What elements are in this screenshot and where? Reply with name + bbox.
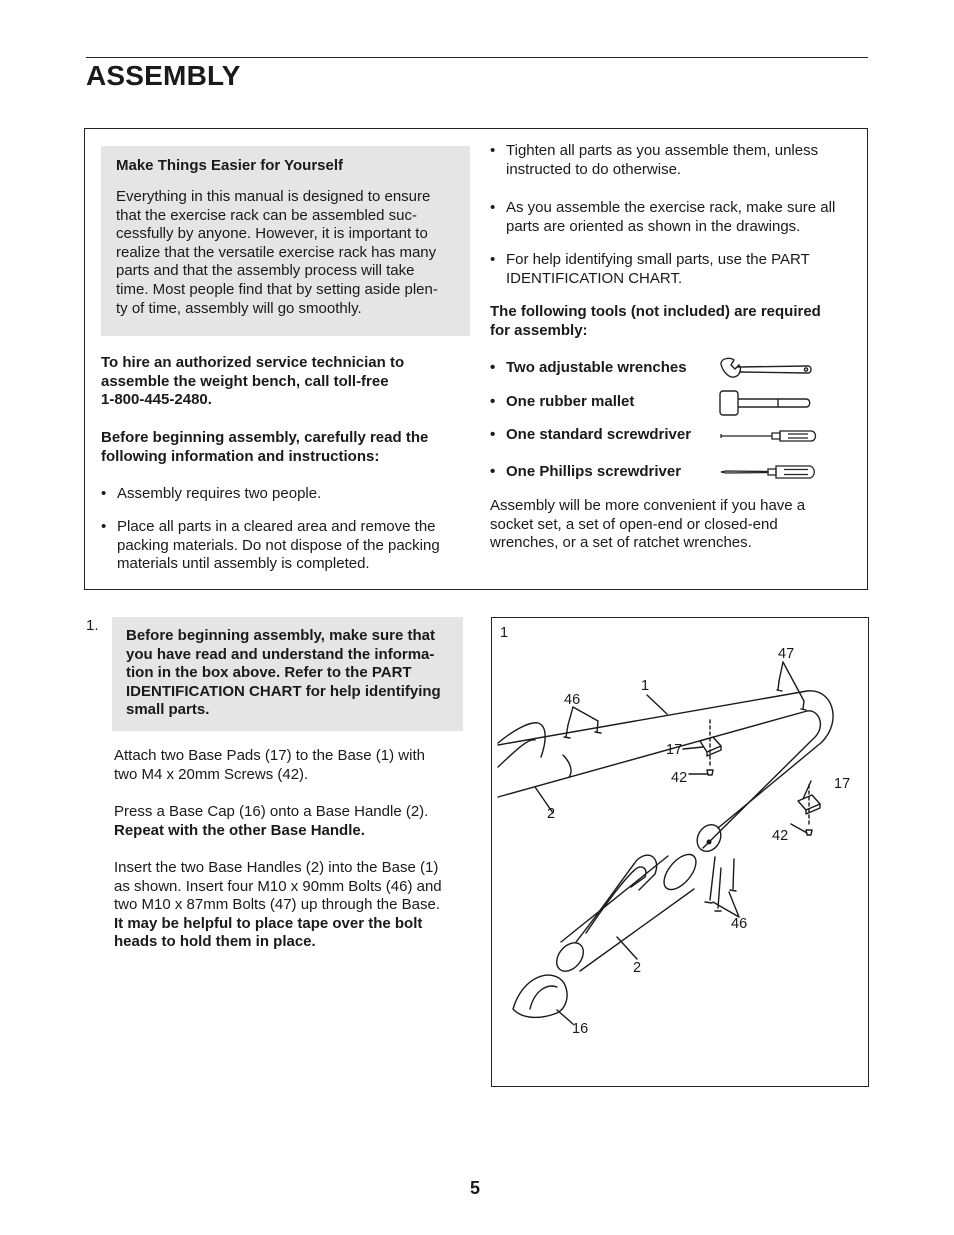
text-line: IDENTIFICATION CHART. [506,269,683,287]
text-line: packing materials. Do not dispose of the packing [117,536,440,554]
figure-number: 1 [500,625,509,641]
tools-note [490,497,805,553]
text-line: realize that the versatile exercise rack has many [116,243,437,261]
text-line: tion in the box above. Refer to the PART [126,664,412,682]
text-line: As you assemble the exercise rack, make sure all [506,199,836,216]
bullet-dot: • [101,485,107,502]
text-line: parts and that the assembly process will take [116,262,415,280]
text-line: socket set, a set of open-end or closed-end [490,515,778,533]
phillips-screwdriver-icon [718,462,818,482]
text-line: For help identifying small parts, use the PART [506,251,810,268]
part-label: 42 [671,770,688,786]
step-paragraph [114,803,428,840]
text-line: It may be helpful to place tape over the bolt [114,914,423,932]
text-line: two M4 x 20mm Screws (42). [114,765,309,783]
text-line: two M10 x 87mm Bolts (47) up through the Base. [114,896,440,914]
adjustable-wrench-icon [718,356,814,386]
bullet-dot: • [490,359,496,376]
part-label: 16 [572,1021,589,1037]
text-line: Assembly will be more convenient if you have a [490,497,806,514]
step-paragraph [114,859,442,952]
step-paragraph [114,747,425,784]
tips-heading: Make Things Easier for Yourself [116,157,344,174]
tools-intro [490,303,821,340]
tool-label: Two adjustable wrenches [506,359,687,376]
text-line: you have read and understand the informa- [126,645,435,663]
step-number: 1. [86,617,99,634]
text-line: Press a Base Cap (16) onto a Base Handle (2). [114,803,429,820]
text-line: IDENTIFICATION CHART for help identifying [126,682,441,700]
bullet-dot: • [490,393,496,410]
text-line: assemble the weight bench, call toll-free [101,372,389,390]
text-line: The following tools (not included) are required [490,303,821,320]
text-line: Before beginning assembly, carefully read the [101,429,429,446]
step-callout [126,627,441,720]
text-line: that the exercise rack can be assembled suc- [116,206,417,224]
text-line: Before beginning assembly, make sure that [126,627,435,644]
text-line: Insert the two Base Handles (2) into the Base (1) [114,859,439,876]
bullet-dot: • [101,518,107,535]
text-line: cessfully by anyone. However, it is important to [116,225,428,243]
text-line: 1-800-445-2480. [101,391,212,409]
bullet-dot: • [490,463,496,480]
page-number: 5 [470,1178,481,1198]
part-label: 17 [666,742,683,758]
tool-label: One standard screwdriver [506,426,692,443]
bullet-dot: • [490,251,496,268]
text-line: materials until assembly is completed. [117,555,370,573]
part-label: 47 [778,646,795,662]
text-line: Place all parts in a cleared area and remove the [117,518,436,535]
standard-screwdriver-icon [718,426,818,446]
text-line: parts are oriented as shown in the drawings. [506,217,801,235]
text-line: for assembly: [490,321,588,339]
tool-label: One Phillips screwdriver [506,463,682,480]
text-line: Assembly requires two people. [117,485,322,502]
part-label: 42 [772,828,789,844]
text-line: following information and instructions: [101,447,380,465]
page-title: ASSEMBLY [86,60,241,91]
bullet-dot: • [490,426,496,443]
text-line: To hire an authorized service technician to [101,354,405,371]
text-line: Tighten all parts as you assemble them, unless [506,142,819,159]
part-label: 2 [547,806,556,822]
service-note [101,354,404,410]
part-label: 1 [641,678,650,694]
text-line: heads to hold them in place. [114,933,316,951]
text-line: instructed to do otherwise. [506,160,682,178]
part-label: 46 [731,916,748,932]
text-line: small parts. [126,701,210,719]
part-label: 2 [633,960,642,976]
before-note [101,429,428,466]
text-line: Everything in this manual is designed to ensure [116,188,431,205]
part-label: 46 [564,692,581,708]
text-line: Attach two Base Pads (17) to the Base (1) with [114,747,425,764]
text-line: time. Most people find that by setting aside plen- [116,280,438,298]
bullet-dot: • [490,199,496,216]
tips-body [116,188,438,318]
part-label: 17 [834,776,851,792]
assembly-drawing [491,617,869,1087]
tool-label: One rubber mallet [506,393,635,410]
text-line: as shown. Insert four M10 x 90mm Bolts (46) and [114,877,442,895]
bullet-dot: • [490,142,496,159]
rubber-mallet-icon [718,388,814,418]
text-line: Repeat with the other Base Handle. [114,821,365,839]
text-line: ty of time, assembly will go smoothly. [116,299,362,317]
top-rule [86,57,868,58]
text-line: wrenches, or a set of ratchet wrenches. [490,534,752,552]
